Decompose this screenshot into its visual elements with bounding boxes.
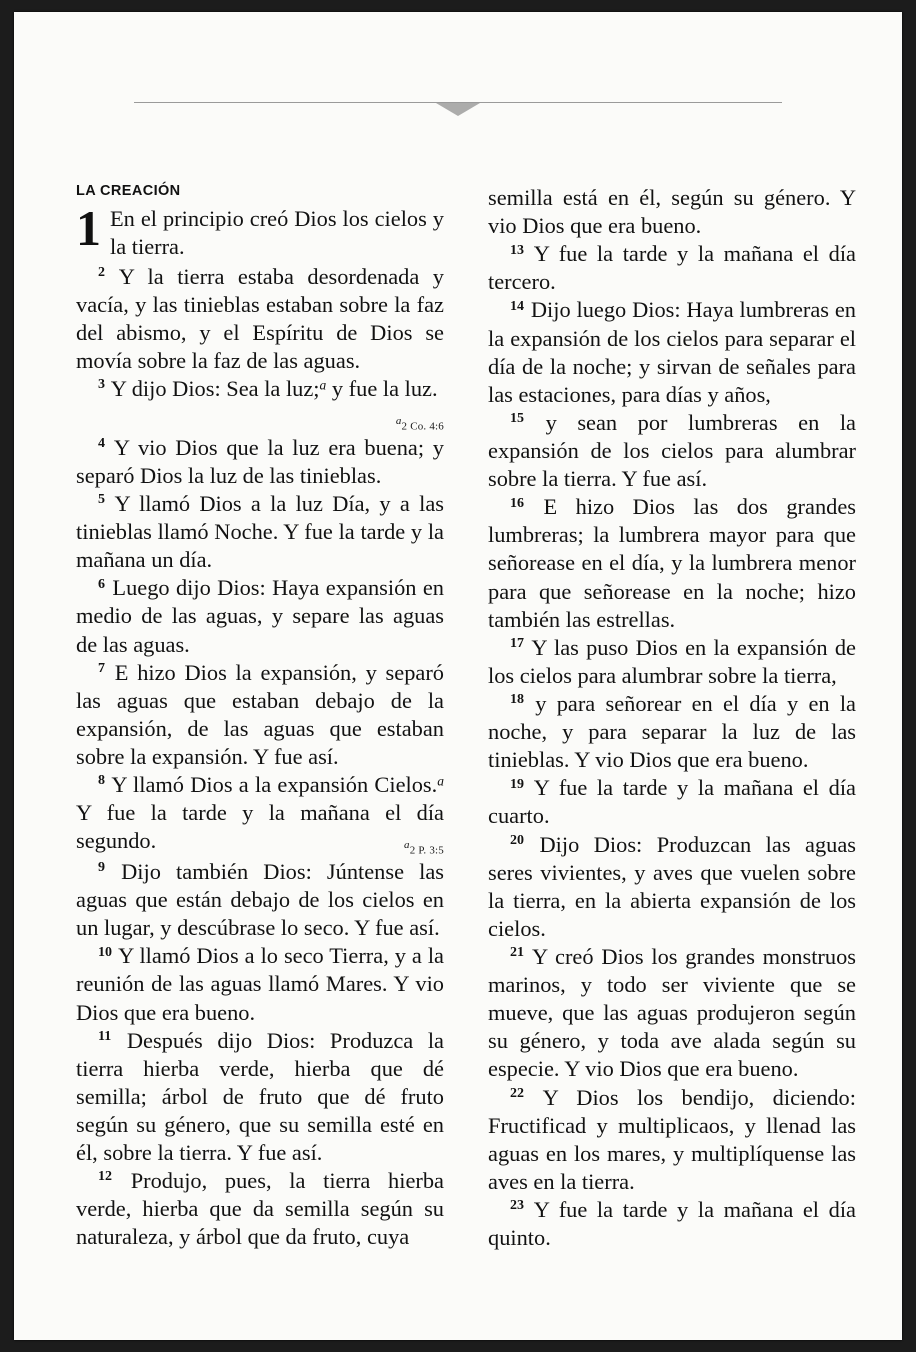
verse-6 xyxy=(76,574,444,658)
verse-text: semilla está en él, según su género. Y vio Dios que era bueno. xyxy=(488,185,856,239)
verse-text-after: Y fue la tarde y la mañana el día segundo. xyxy=(76,800,444,854)
verse-17 xyxy=(488,634,856,690)
verse-text: Y Dios los bendijo, diciendo: Fructificad y multiplicaos, y llenad las aguas en los mares, y multiplíquense las aves en la tierra. xyxy=(488,1084,856,1194)
verse-number: 8 xyxy=(98,773,105,789)
triangle-down-ornament-icon xyxy=(436,103,480,116)
footnote-marker[interactable]: a xyxy=(319,377,327,393)
verse-text: Y vio Dios que la luz era buena; y separó Dios la luz de las tinieblas. xyxy=(76,434,444,488)
verse-number: 22 xyxy=(510,1085,524,1101)
chapter-number: 1 xyxy=(76,199,101,256)
verse-11 xyxy=(76,1027,444,1168)
verse-14 xyxy=(488,296,856,408)
verse-text: En el principio creó Dios los cielos y la tierra. xyxy=(110,205,444,259)
page-ornament xyxy=(134,90,782,120)
verse-text: Dijo Dios: Produzcan las aguas seres vivientes, y aves que vuelen sobre la tierra, en la abierta expansión de los cielos. xyxy=(488,831,856,941)
verse-text: Produjo, pues, la tierra hierba verde, hierba que da semilla según su naturaleza, y árbol que da fruto, cuya xyxy=(76,1168,444,1250)
verse-text: Y llamó Dios a la luz Día, y a las tinieblas llamó Noche. Y fue la tarde y la mañana un día. xyxy=(76,490,444,573)
verse-4 xyxy=(76,434,444,490)
text-columns xyxy=(76,184,856,1304)
cross-reference[interactable] xyxy=(374,415,444,434)
verse-number: 14 xyxy=(510,298,524,314)
verse-number: 15 xyxy=(510,411,524,427)
verse-1 xyxy=(76,199,444,263)
verse-2 xyxy=(76,263,444,375)
crossref-marker: a xyxy=(403,839,410,852)
verse-20 xyxy=(488,831,856,943)
verse-9 xyxy=(76,858,444,942)
section-heading: LA CREACIÓN xyxy=(76,183,181,199)
cross-reference[interactable] xyxy=(382,839,444,858)
verse-number: 12 xyxy=(98,1169,112,1185)
verse-text: Y creó Dios los grandes monstruos marinos, y todo ser viviente que se mueve, que las aguas produjeron según su género, y toda ave alada según su especie. Y vio Dios que era bueno. xyxy=(488,943,856,1082)
verse-number: 7 xyxy=(98,660,105,676)
verse-text: Y las puso Dios en la expansión de los cielos para alumbrar sobre la tierra, xyxy=(488,634,856,688)
crossref-text: 2 Co. 4:6 xyxy=(401,420,444,433)
verse-number: 21 xyxy=(510,945,524,961)
verse-number: 17 xyxy=(510,636,524,652)
verse-15 xyxy=(488,409,856,493)
verse-text: Dijo también Dios: Júntense las aguas que están debajo de los cielos en un lugar, y descúbrase lo seco. Y fue así. xyxy=(76,858,444,941)
verse-text: y para señorear en el día y en la noche, y para separar la luz de las tinieblas. Y vio Dios que era bueno. xyxy=(488,690,856,773)
verse-22 xyxy=(488,1084,856,1196)
bible-page xyxy=(14,12,902,1340)
verse-text: Dijo luego Dios: Haya lumbreras en la expansión de los cielos para separar el día de la noche; y sirvan de señales para las estaciones, para días y años, xyxy=(488,297,856,407)
verse-number: 3 xyxy=(98,377,105,393)
verse-7 xyxy=(76,659,444,771)
verse-12-continued xyxy=(488,184,856,240)
verse-text: y sean por lumbreras en la expansión de los cielos para alumbrar sobre la tierra. Y fue así. xyxy=(488,409,856,492)
verse-text: Y la tierra estaba desordenada y vacía, y las tinieblas estaban sobre la faz del abismo, y el Espíritu de Dios se movía sobre la faz de las aguas. xyxy=(76,263,444,373)
verse-text: Y fue la tarde y la mañana el día cuarto. xyxy=(488,775,856,829)
footnote-marker[interactable]: a xyxy=(437,773,444,789)
verse-text: Y dijo Dios: Sea la luz; xyxy=(110,375,320,401)
verse-number: 5 xyxy=(98,492,105,508)
verse-text: Después dijo Dios: Produzca la tierra hierba verde, hierba que dé semilla; árbol de fruto que dé fruto según su género, que su semilla esté en él, sobre la tierra. Y fue así. xyxy=(76,1027,444,1166)
verse-number: 18 xyxy=(510,692,524,708)
verse-number: 11 xyxy=(98,1028,112,1044)
verse-23 xyxy=(488,1196,856,1252)
verse-text: E hizo Dios la expansión, y separó las aguas que estaban debajo de la expansión, de las aguas que estaban sobre la expansión. Y fue así. xyxy=(76,659,444,769)
verse-number: 16 xyxy=(510,495,524,511)
crossref-text: 2 P. 3:5 xyxy=(409,844,444,857)
verse-number: 9 xyxy=(98,860,105,876)
verse-text-after: y fue la luz. xyxy=(326,375,438,401)
verse-16 xyxy=(488,493,856,634)
verse-10 xyxy=(76,942,444,1026)
verse-12 xyxy=(76,1167,444,1251)
verse-number: 10 xyxy=(98,944,112,960)
verse-21 xyxy=(488,943,856,1084)
verse-text: Y fue la tarde y la mañana el día tercero. xyxy=(488,241,856,295)
verse-number: 20 xyxy=(510,832,524,848)
verse-number: 2 xyxy=(98,264,105,280)
verse-number: 13 xyxy=(510,242,524,258)
verse-19 xyxy=(488,774,856,830)
verse-text: Luego dijo Dios: Haya expansión en medio de las aguas, y separe las aguas de las aguas. xyxy=(76,575,444,657)
verse-text: E hizo Dios las dos grandes lumbreras; la lumbrera mayor para que señorease en el día, y la lumbrera menor para que señorease en la noche; hizo también las estrellas. xyxy=(488,494,856,632)
verse-18 xyxy=(488,690,856,774)
verse-5 xyxy=(76,490,444,574)
crossref-marker: a xyxy=(395,415,402,428)
verse-number: 4 xyxy=(98,436,105,452)
column-right xyxy=(488,184,856,1304)
verse-3 xyxy=(76,375,444,433)
verse-number: 19 xyxy=(510,776,524,792)
column-left xyxy=(76,184,444,1304)
verse-text: Y fue la tarde y la mañana el día quinto. xyxy=(488,1196,856,1251)
verse-number: 6 xyxy=(98,576,105,592)
verse-8 xyxy=(76,771,444,855)
verse-text: Y llamó Dios a lo seco Tierra, y a la reunión de las aguas llamó Mares. Y vio Dios que era bueno. xyxy=(76,943,444,1025)
verse-text: Y llamó Dios a la expansión Cielos. xyxy=(111,772,438,798)
verse-number: 23 xyxy=(510,1198,524,1214)
verse-13 xyxy=(488,240,856,296)
